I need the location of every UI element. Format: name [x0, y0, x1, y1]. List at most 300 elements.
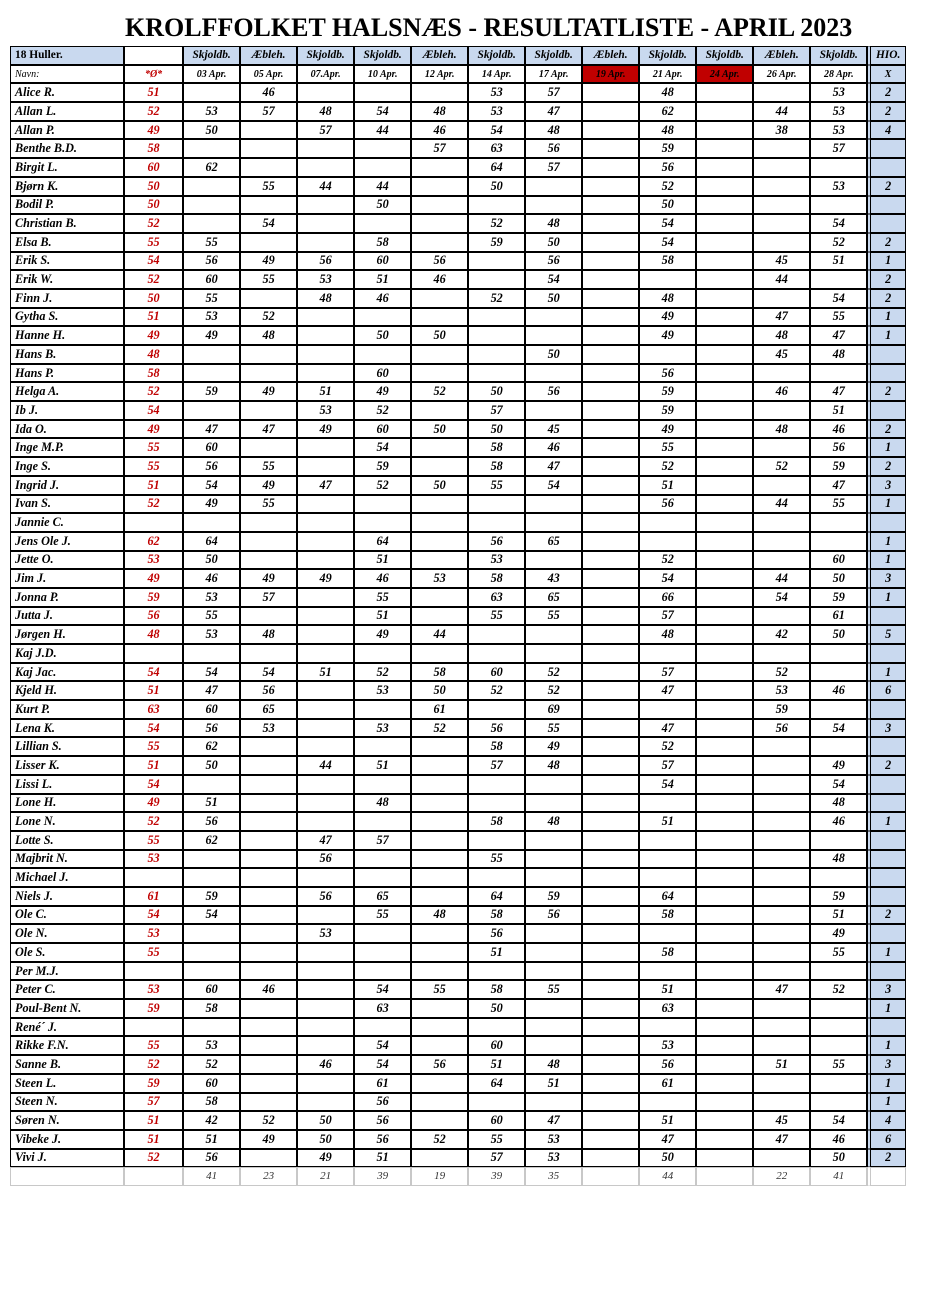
hio-count — [867, 700, 906, 719]
player-name: Ole C. — [10, 906, 124, 925]
score-cell — [354, 924, 411, 943]
score-cell — [696, 831, 753, 850]
score-cell — [582, 551, 639, 570]
hio-count: 1 — [867, 326, 906, 345]
score-cell: 47 — [240, 420, 297, 439]
score-cell — [582, 252, 639, 271]
score-cell: 50 — [468, 177, 525, 196]
player-row — [10, 382, 906, 401]
score-cell — [411, 644, 468, 663]
score-cell — [582, 850, 639, 869]
score-cell: 60 — [183, 270, 240, 289]
player-handicap: 54 — [124, 663, 183, 682]
player-row — [10, 457, 906, 476]
player-name: Erik W. — [10, 270, 124, 289]
score-cell — [183, 345, 240, 364]
score-cell: 56 — [639, 364, 696, 383]
hio-count — [867, 345, 906, 364]
score-cell: 46 — [411, 121, 468, 140]
participant-count: 21 — [297, 1167, 354, 1186]
score-cell — [810, 1093, 867, 1112]
player-row — [10, 177, 906, 196]
score-cell — [582, 364, 639, 383]
score-cell — [411, 962, 468, 981]
score-cell: 47 — [810, 476, 867, 495]
player-row — [10, 308, 906, 327]
score-cell — [639, 644, 696, 663]
player-handicap: 52 — [124, 1149, 183, 1168]
score-cell — [696, 663, 753, 682]
player-row — [10, 158, 906, 177]
player-handicap: 53 — [124, 924, 183, 943]
score-cell — [297, 607, 354, 626]
score-cell — [240, 1055, 297, 1074]
player-name: Inge M.P. — [10, 438, 124, 457]
score-cell — [297, 196, 354, 215]
player-handicap: 48 — [124, 625, 183, 644]
player-row — [10, 196, 906, 215]
score-cell: 38 — [753, 121, 810, 140]
score-cell — [297, 158, 354, 177]
score-cell: 51 — [810, 906, 867, 925]
score-cell: 42 — [183, 1111, 240, 1130]
score-cell — [753, 1149, 810, 1168]
player-row — [10, 887, 906, 906]
hio-count — [867, 364, 906, 383]
score-cell: 53 — [639, 1036, 696, 1055]
score-cell: 48 — [525, 756, 582, 775]
hio-count — [867, 139, 906, 158]
score-cell: 53 — [354, 681, 411, 700]
score-cell — [639, 1018, 696, 1037]
score-cell — [240, 121, 297, 140]
score-cell — [582, 270, 639, 289]
score-cell — [354, 308, 411, 327]
score-cell: 44 — [354, 177, 411, 196]
score-cell — [582, 438, 639, 457]
score-cell — [297, 326, 354, 345]
player-name: Søren N. — [10, 1111, 124, 1130]
score-cell — [810, 1018, 867, 1037]
score-cell: 52 — [411, 1130, 468, 1149]
score-cell — [582, 214, 639, 233]
score-cell — [411, 495, 468, 514]
score-cell — [354, 513, 411, 532]
score-cell — [468, 308, 525, 327]
score-cell — [696, 1018, 753, 1037]
score-cell: 48 — [810, 345, 867, 364]
score-cell — [297, 775, 354, 794]
player-name: Lotte S. — [10, 831, 124, 850]
score-cell: 69 — [525, 700, 582, 719]
score-cell: 52 — [411, 382, 468, 401]
score-cell — [582, 924, 639, 943]
score-cell — [525, 308, 582, 327]
player-handicap: 52 — [124, 1055, 183, 1074]
score-cell: 47 — [525, 102, 582, 121]
score-cell — [411, 924, 468, 943]
score-cell — [582, 1055, 639, 1074]
hio-count: 1 — [867, 532, 906, 551]
player-handicap: 53 — [124, 980, 183, 999]
score-cell: 58 — [183, 999, 240, 1018]
participant-count: 44 — [639, 1167, 696, 1186]
score-cell: 55 — [411, 980, 468, 999]
score-cell — [297, 438, 354, 457]
score-cell: 53 — [810, 121, 867, 140]
score-cell: 54 — [525, 476, 582, 495]
score-cell: 62 — [183, 158, 240, 177]
score-cell — [696, 700, 753, 719]
score-cell: 48 — [639, 121, 696, 140]
hio-subheader: X — [867, 65, 906, 84]
score-cell — [411, 83, 468, 102]
score-cell — [240, 756, 297, 775]
score-cell — [468, 345, 525, 364]
score-cell: 60 — [183, 700, 240, 719]
score-cell — [810, 868, 867, 887]
score-cell: 56 — [183, 719, 240, 738]
score-cell — [810, 737, 867, 756]
score-cell: 51 — [468, 943, 525, 962]
score-cell — [582, 906, 639, 925]
score-cell — [753, 139, 810, 158]
score-cell: 54 — [354, 1055, 411, 1074]
player-handicap: 51 — [124, 756, 183, 775]
score-cell — [582, 737, 639, 756]
score-cell — [582, 532, 639, 551]
score-cell — [411, 364, 468, 383]
score-cell: 45 — [753, 345, 810, 364]
score-cell — [525, 551, 582, 570]
player-name: Majbrit N. — [10, 850, 124, 869]
hio-count: 3 — [867, 1055, 906, 1074]
score-cell: 44 — [354, 121, 411, 140]
score-cell: 51 — [183, 794, 240, 813]
score-cell: 55 — [354, 906, 411, 925]
player-handicap: 50 — [124, 196, 183, 215]
score-cell: 47 — [639, 681, 696, 700]
player-handicap: 55 — [124, 457, 183, 476]
score-cell — [411, 831, 468, 850]
score-cell: 52 — [810, 233, 867, 252]
score-cell: 52 — [639, 551, 696, 570]
score-cell: 56 — [639, 495, 696, 514]
score-cell — [354, 775, 411, 794]
score-cell — [696, 382, 753, 401]
score-cell — [468, 1093, 525, 1112]
player-handicap: 55 — [124, 943, 183, 962]
player-name: Hans B. — [10, 345, 124, 364]
player-name: Lone N. — [10, 812, 124, 831]
score-cell — [696, 625, 753, 644]
score-cell: 43 — [525, 569, 582, 588]
score-cell — [810, 962, 867, 981]
score-cell — [411, 1036, 468, 1055]
score-cell: 60 — [354, 252, 411, 271]
score-cell — [696, 158, 753, 177]
score-cell — [582, 102, 639, 121]
date-header: 28 Apr. — [810, 65, 867, 84]
score-cell — [354, 495, 411, 514]
score-cell: 44 — [753, 102, 810, 121]
totals-blank — [867, 1167, 906, 1186]
player-row — [10, 607, 906, 626]
score-cell: 60 — [468, 1036, 525, 1055]
score-cell: 64 — [639, 887, 696, 906]
player-row — [10, 364, 906, 383]
score-cell: 56 — [297, 850, 354, 869]
score-cell: 52 — [753, 457, 810, 476]
score-cell: 47 — [753, 980, 810, 999]
score-cell: 53 — [297, 401, 354, 420]
header-row-courses — [10, 46, 906, 65]
score-cell — [354, 139, 411, 158]
player-row — [10, 495, 906, 514]
score-cell: 47 — [639, 719, 696, 738]
score-cell — [753, 887, 810, 906]
score-cell — [582, 999, 639, 1018]
score-cell: 54 — [810, 289, 867, 308]
player-row — [10, 812, 906, 831]
score-cell: 52 — [639, 177, 696, 196]
score-cell — [582, 177, 639, 196]
player-row — [10, 83, 906, 102]
score-cell — [240, 158, 297, 177]
score-cell: 56 — [468, 719, 525, 738]
player-row — [10, 1055, 906, 1074]
score-cell: 48 — [753, 326, 810, 345]
score-cell — [411, 1074, 468, 1093]
hio-count: 1 — [867, 1036, 906, 1055]
date-header: 19 Apr. — [582, 65, 639, 84]
score-cell — [639, 1093, 696, 1112]
score-cell — [582, 962, 639, 981]
hio-count: 4 — [867, 121, 906, 140]
hio-count: 6 — [867, 681, 906, 700]
score-cell — [411, 775, 468, 794]
score-cell: 49 — [297, 1149, 354, 1168]
player-row — [10, 943, 906, 962]
score-cell — [582, 121, 639, 140]
score-cell — [183, 401, 240, 420]
score-cell — [696, 214, 753, 233]
score-cell: 56 — [525, 252, 582, 271]
score-cell: 49 — [240, 569, 297, 588]
hio-count: 3 — [867, 719, 906, 738]
score-cell — [297, 1093, 354, 1112]
score-cell: 55 — [183, 607, 240, 626]
score-cell — [639, 345, 696, 364]
score-cell: 49 — [810, 924, 867, 943]
course-header: Skjoldb. — [297, 46, 354, 65]
player-name: René´ J. — [10, 1018, 124, 1037]
player-row — [10, 326, 906, 345]
score-cell — [696, 962, 753, 981]
score-cell — [696, 551, 753, 570]
score-cell — [696, 308, 753, 327]
score-cell: 52 — [183, 1055, 240, 1074]
score-cell: 57 — [639, 607, 696, 626]
player-handicap: 49 — [124, 326, 183, 345]
score-cell — [582, 887, 639, 906]
player-name: Jim J. — [10, 569, 124, 588]
score-cell: 47 — [183, 681, 240, 700]
player-handicap — [124, 962, 183, 981]
player-row — [10, 962, 906, 981]
score-cell: 51 — [639, 476, 696, 495]
score-cell: 47 — [753, 1130, 810, 1149]
score-cell: 55 — [525, 719, 582, 738]
hio-count: 1 — [867, 308, 906, 327]
score-cell — [411, 794, 468, 813]
score-cell: 48 — [639, 625, 696, 644]
score-cell — [354, 83, 411, 102]
score-cell — [696, 270, 753, 289]
score-cell — [810, 270, 867, 289]
score-cell: 47 — [810, 326, 867, 345]
score-cell: 54 — [753, 588, 810, 607]
score-cell — [411, 457, 468, 476]
score-cell — [411, 289, 468, 308]
score-cell — [411, 532, 468, 551]
player-name: Allan P. — [10, 121, 124, 140]
score-cell: 54 — [240, 214, 297, 233]
course-header: Skjoldb. — [639, 46, 696, 65]
player-name: Christian B. — [10, 214, 124, 233]
score-cell — [810, 513, 867, 532]
score-cell — [582, 868, 639, 887]
score-cell — [696, 289, 753, 308]
date-header: 14 Apr. — [468, 65, 525, 84]
hio-count — [867, 513, 906, 532]
score-cell: 51 — [639, 1111, 696, 1130]
score-cell — [297, 999, 354, 1018]
participant-count: 41 — [183, 1167, 240, 1186]
score-cell: 55 — [183, 233, 240, 252]
score-cell — [753, 756, 810, 775]
score-cell: 44 — [753, 270, 810, 289]
score-cell — [696, 102, 753, 121]
score-cell — [582, 1036, 639, 1055]
score-cell — [354, 962, 411, 981]
score-cell: 55 — [183, 289, 240, 308]
score-cell — [696, 868, 753, 887]
score-cell: 52 — [639, 457, 696, 476]
score-cell: 56 — [183, 457, 240, 476]
score-cell: 52 — [240, 1111, 297, 1130]
score-cell: 48 — [354, 794, 411, 813]
hio-count — [867, 644, 906, 663]
score-cell — [582, 289, 639, 308]
score-cell: 56 — [240, 681, 297, 700]
score-cell — [582, 1130, 639, 1149]
player-handicap: 55 — [124, 831, 183, 850]
hio-count: 6 — [867, 1130, 906, 1149]
score-cell — [411, 812, 468, 831]
score-cell — [753, 831, 810, 850]
score-cell — [411, 196, 468, 215]
player-handicap: 49 — [124, 121, 183, 140]
player-handicap: 49 — [124, 420, 183, 439]
score-cell — [696, 1093, 753, 1112]
score-cell: 44 — [753, 495, 810, 514]
player-handicap: 52 — [124, 812, 183, 831]
score-cell — [525, 1036, 582, 1055]
score-cell: 54 — [810, 1111, 867, 1130]
score-cell — [411, 513, 468, 532]
player-row — [10, 775, 906, 794]
score-cell: 60 — [354, 364, 411, 383]
score-cell — [753, 607, 810, 626]
score-cell — [525, 924, 582, 943]
score-cell: 63 — [468, 139, 525, 158]
score-cell — [696, 364, 753, 383]
score-cell — [411, 345, 468, 364]
score-cell: 50 — [468, 999, 525, 1018]
participant-count: 41 — [810, 1167, 867, 1186]
score-cell: 58 — [639, 943, 696, 962]
score-cell — [753, 962, 810, 981]
score-cell: 57 — [240, 588, 297, 607]
player-row — [10, 1036, 906, 1055]
score-cell: 53 — [753, 681, 810, 700]
score-cell — [696, 812, 753, 831]
hio-count: 2 — [867, 102, 906, 121]
score-cell: 49 — [639, 420, 696, 439]
score-cell: 52 — [810, 980, 867, 999]
score-cell — [639, 831, 696, 850]
score-cell — [468, 326, 525, 345]
score-cell: 57 — [411, 139, 468, 158]
hio-count — [867, 607, 906, 626]
score-cell: 49 — [525, 737, 582, 756]
score-cell: 52 — [468, 289, 525, 308]
score-cell — [354, 700, 411, 719]
score-cell — [240, 345, 297, 364]
score-cell: 51 — [639, 980, 696, 999]
player-row — [10, 270, 906, 289]
player-name: Erik S. — [10, 252, 124, 271]
hio-count: 2 — [867, 83, 906, 102]
score-cell — [753, 532, 810, 551]
player-handicap: 55 — [124, 1036, 183, 1055]
score-cell: 61 — [810, 607, 867, 626]
score-cell — [525, 850, 582, 869]
score-cell — [582, 382, 639, 401]
hio-count — [867, 1018, 906, 1037]
score-cell: 51 — [639, 812, 696, 831]
score-cell: 53 — [183, 308, 240, 327]
score-cell — [696, 252, 753, 271]
score-cell — [582, 83, 639, 102]
score-cell — [183, 364, 240, 383]
score-cell: 60 — [468, 663, 525, 682]
score-cell — [525, 513, 582, 532]
player-row — [10, 1018, 906, 1037]
score-cell — [411, 158, 468, 177]
player-row — [10, 438, 906, 457]
hio-count — [867, 962, 906, 981]
score-cell: 46 — [240, 83, 297, 102]
score-cell: 44 — [297, 756, 354, 775]
score-cell: 55 — [240, 177, 297, 196]
score-cell — [183, 139, 240, 158]
score-cell: 50 — [411, 420, 468, 439]
score-cell — [582, 943, 639, 962]
score-cell: 46 — [525, 438, 582, 457]
score-cell — [297, 906, 354, 925]
